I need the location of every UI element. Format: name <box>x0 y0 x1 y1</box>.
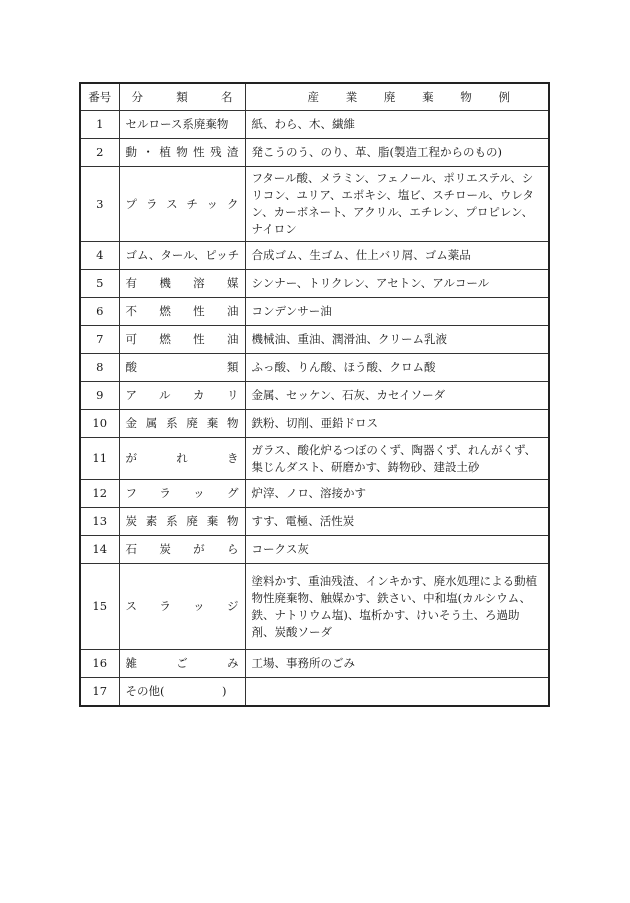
row-category: がれき <box>119 438 245 480</box>
row-examples <box>245 678 549 706</box>
row-number: 16 <box>80 650 119 678</box>
row-category: 石炭がら <box>119 536 245 564</box>
row-category: その他( ) <box>119 678 245 706</box>
table-row <box>80 111 549 139</box>
row-category: アルカリ <box>119 382 245 410</box>
row-category: 有機溶媒 <box>119 270 245 298</box>
row-category: 酸類 <box>119 354 245 382</box>
row-category: 金属系廃棄物 <box>119 410 245 438</box>
row-category: フラッグ <box>119 480 245 508</box>
row-number: 2 <box>80 139 119 167</box>
header-number: 番号 <box>80 83 119 111</box>
row-examples: 機械油、重油、潤滑油、クリーム乳液 <box>245 326 549 354</box>
row-examples: コンデンサー油 <box>245 298 549 326</box>
row-examples: 紙、わら、木、繊維 <box>245 111 549 139</box>
row-examples: 鉄粉、切削、亜鉛ドロス <box>245 410 549 438</box>
industrial-waste-table <box>79 82 550 707</box>
row-number: 8 <box>80 354 119 382</box>
row-examples: 工場、事務所のごみ <box>245 650 549 678</box>
table-row <box>80 326 549 354</box>
row-category: スラッジ <box>119 564 245 650</box>
row-number: 10 <box>80 410 119 438</box>
table-row <box>80 298 549 326</box>
table-row <box>80 480 549 508</box>
row-examples: 塗料かす、重油残渣、インキかす、廃水処理による動植物性廃棄物、触媒かす、鉄さい、中和塩(カルシウム、鉄、ナトリウム塩)、塩析かす、けいそう土、ろ過助剤、炭酸ソーダ <box>245 564 549 650</box>
row-category: セルロース系廃棄物 <box>119 111 245 139</box>
table-row <box>80 438 549 480</box>
table-row <box>80 382 549 410</box>
row-number: 15 <box>80 564 119 650</box>
row-examples: 発こうのう、のり、革、脂(製造工程からのもの) <box>245 139 549 167</box>
table-row <box>80 650 549 678</box>
row-number: 17 <box>80 678 119 706</box>
table-row <box>80 242 549 270</box>
row-number: 14 <box>80 536 119 564</box>
row-number: 7 <box>80 326 119 354</box>
row-category: 炭素系廃棄物 <box>119 508 245 536</box>
row-examples: シンナー、トリクレン、アセトン、アルコール <box>245 270 549 298</box>
row-examples: 合成ゴム、生ゴム、仕上バリ屑、ゴム薬品 <box>245 242 549 270</box>
row-category: 可燃性油 <box>119 326 245 354</box>
row-examples: ふっ酸、りん酸、ほう酸、クロム酸 <box>245 354 549 382</box>
row-category: 雑ごみ <box>119 650 245 678</box>
row-number: 5 <box>80 270 119 298</box>
header-category: 分 類 名 <box>119 83 245 111</box>
table-row <box>80 508 549 536</box>
row-number: 11 <box>80 438 119 480</box>
row-examples: コークス灰 <box>245 536 549 564</box>
table-row <box>80 139 549 167</box>
row-category: 不燃性油 <box>119 298 245 326</box>
row-examples: すす、電極、活性炭 <box>245 508 549 536</box>
row-category: プラスチック <box>119 167 245 242</box>
header-examples: 産 業 廃 棄 物 例 <box>245 83 549 111</box>
row-number: 6 <box>80 298 119 326</box>
header-row <box>80 83 549 111</box>
table-row <box>80 167 549 242</box>
table-row <box>80 678 549 706</box>
row-number: 3 <box>80 167 119 242</box>
row-number: 4 <box>80 242 119 270</box>
table-row <box>80 270 549 298</box>
row-examples: 炉滓、ノロ、溶接かす <box>245 480 549 508</box>
row-category: ゴム、タール、ピッチ <box>119 242 245 270</box>
row-category: 動・植物性残渣 <box>119 139 245 167</box>
row-number: 1 <box>80 111 119 139</box>
table-row <box>80 564 549 650</box>
table-row <box>80 536 549 564</box>
row-examples: ガラス、酸化炉るつぼのくず、陶器くず、れんがくず、集じんダスト、研磨かす、鋳物砂、建設土砂 <box>245 438 549 480</box>
row-examples: フタール酸、メラミン、フェノール、ポリエステル、シリコン、ユリア、エポキシ、塩ビ、スチロール、ウレタン、カーボネート、アクリル、エチレン、プロピレン、ナイロン <box>245 167 549 242</box>
table-row <box>80 354 549 382</box>
row-number: 13 <box>80 508 119 536</box>
row-examples: 金属、セッケン、石灰、カセイソーダ <box>245 382 549 410</box>
table-row <box>80 410 549 438</box>
row-number: 9 <box>80 382 119 410</box>
row-number: 12 <box>80 480 119 508</box>
